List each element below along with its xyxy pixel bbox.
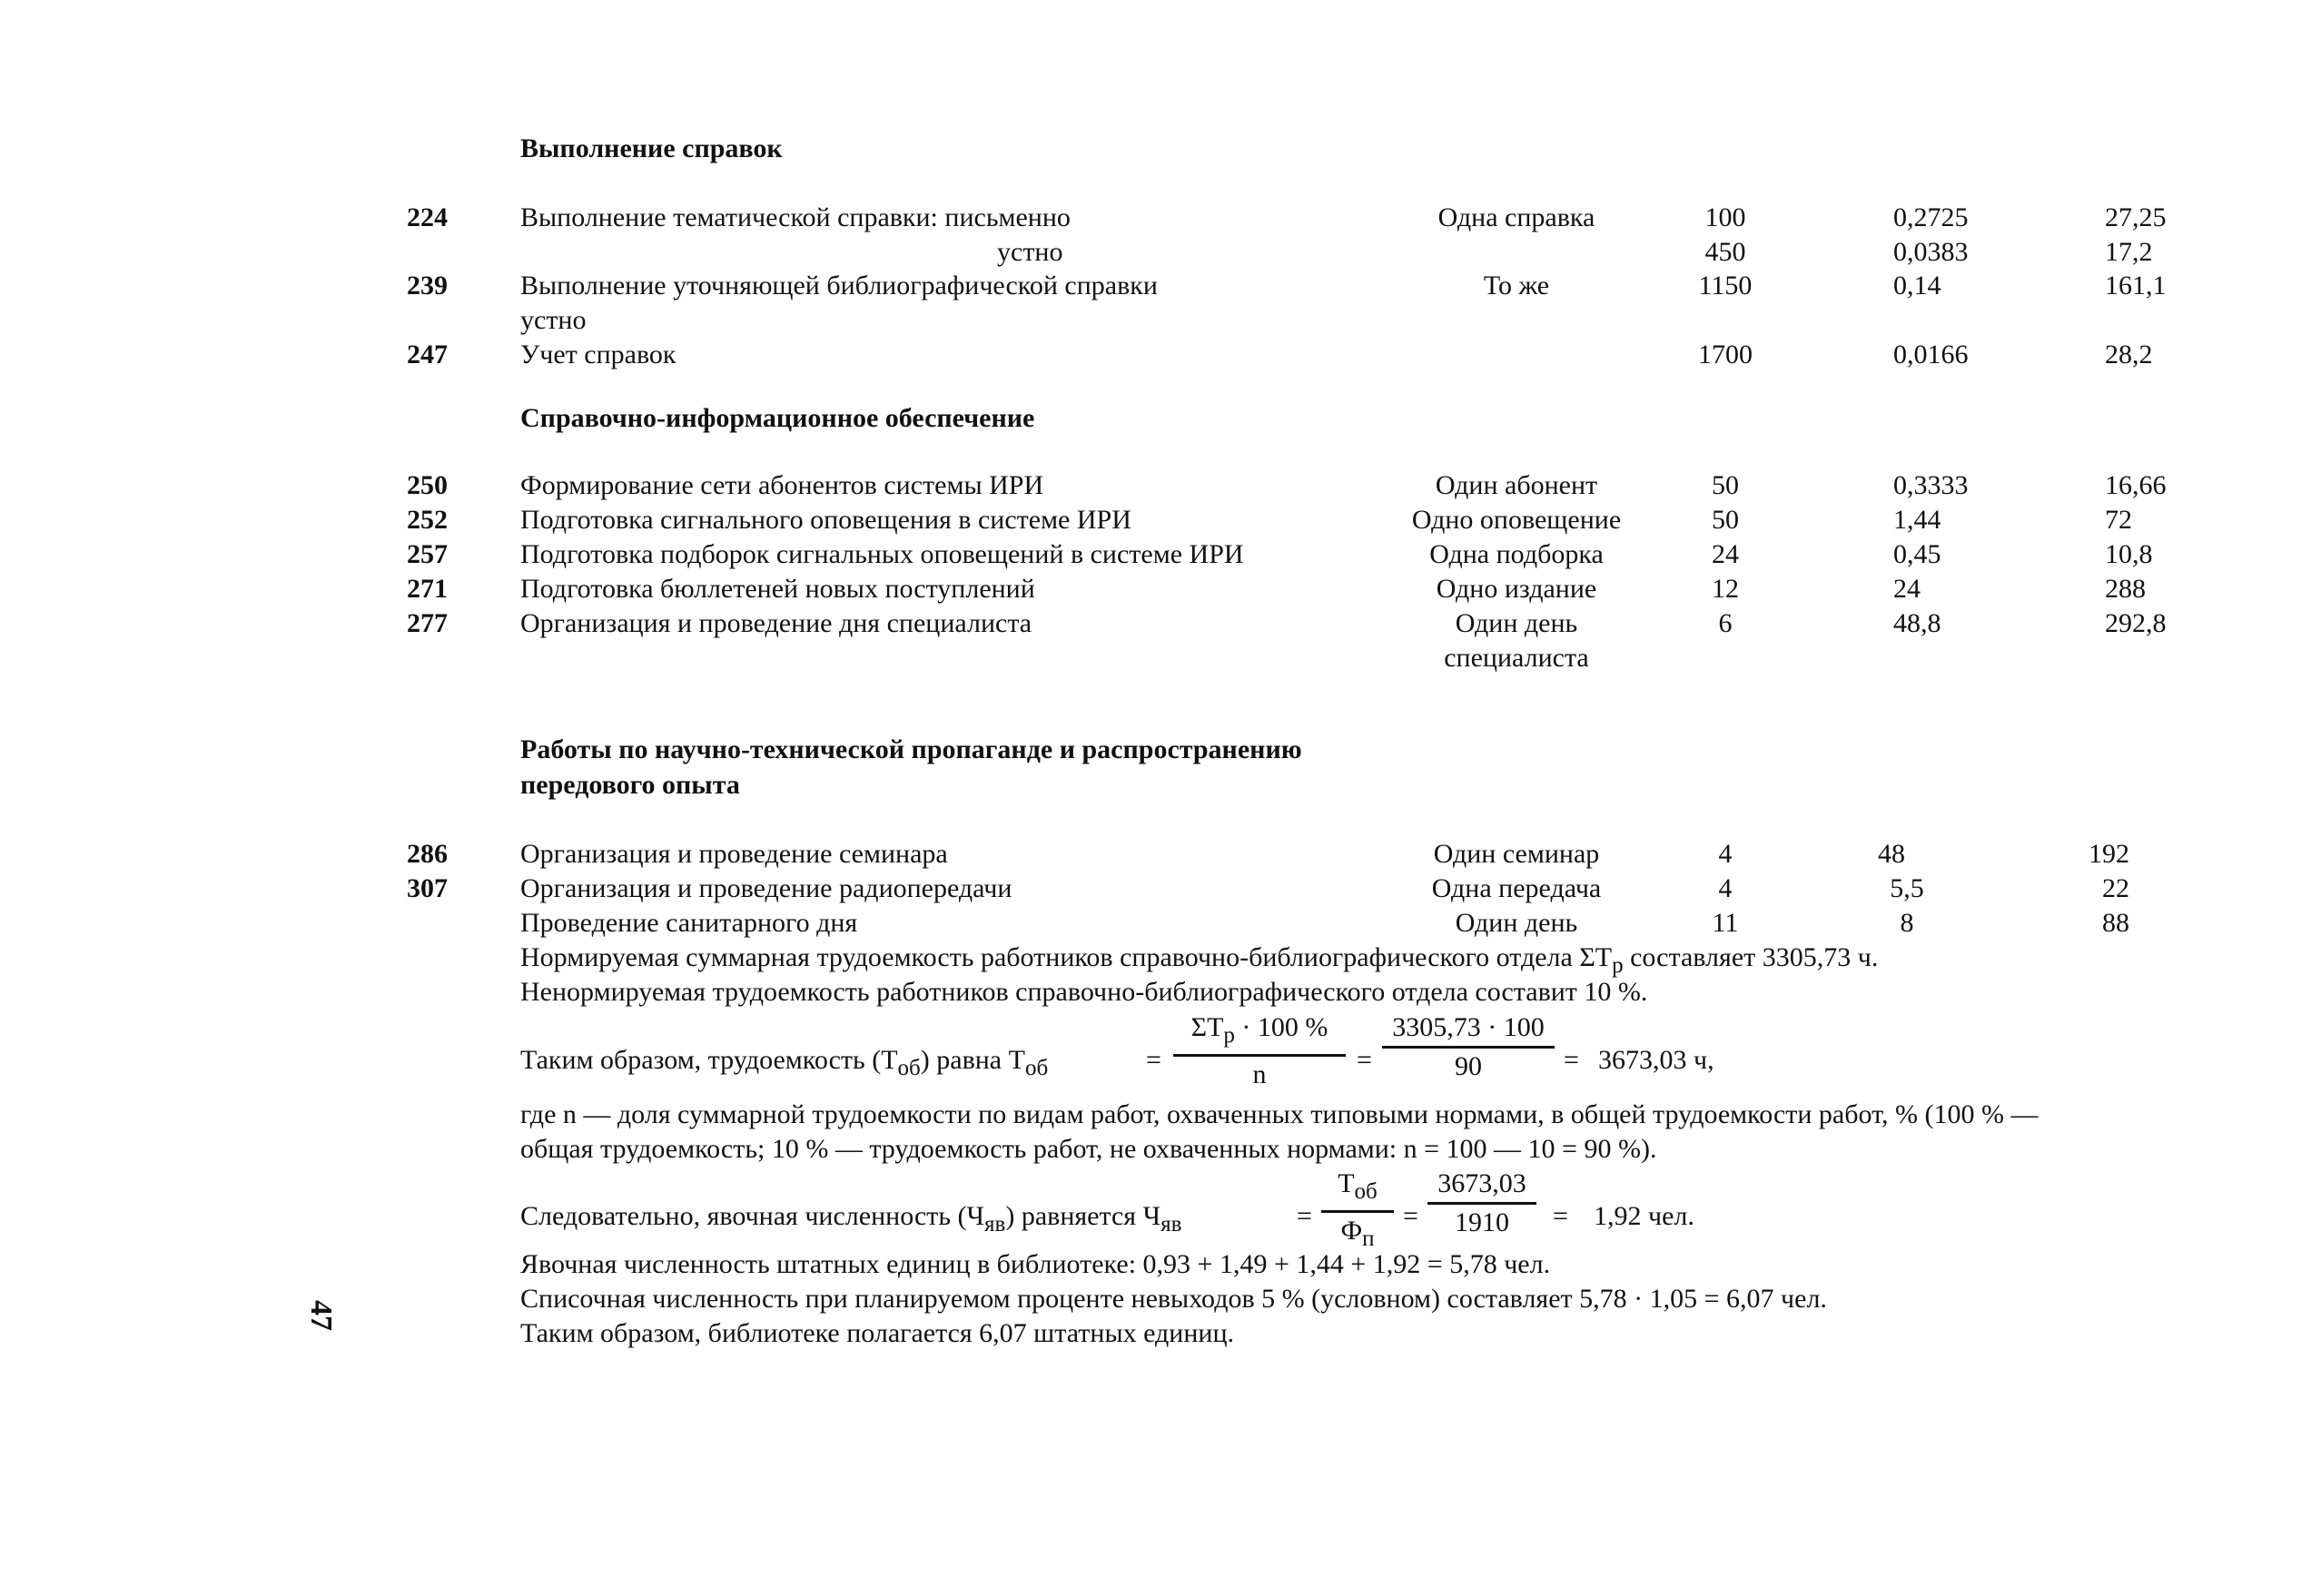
row-norm: 0,3333	[1893, 470, 1969, 500]
paragraph: общая трудоемкость; 10 % — трудоемкость работ, не охваченных нормами: n = 100 — 10 = 90 %).	[520, 1134, 1657, 1164]
row-unit-continued: специалиста	[1444, 643, 1589, 673]
row-total: 161,1	[2105, 271, 2167, 300]
row-number: 224	[407, 202, 448, 232]
row-unit: Одна подборка	[1429, 539, 1604, 569]
section-heading: Выполнение справок	[520, 133, 783, 163]
row-total: 16,66	[2105, 470, 2167, 500]
row-norm: 24	[1893, 574, 1921, 604]
page-number: 47	[304, 1300, 338, 1331]
row-unit: Один абонент	[1435, 470, 1598, 500]
row-qty: 100	[1704, 202, 1746, 232]
formula-lead: Таким образом, трудоемкость $(T_{об})$ равна $T_{об}$	[520, 1045, 1049, 1080]
row-name: Организация и проведение радиопередачи	[520, 873, 1012, 903]
row-number: 271	[407, 574, 448, 604]
row-number: 252	[407, 505, 448, 535]
row-qty: 11	[1712, 908, 1739, 938]
row-total: 72	[2105, 505, 2132, 535]
row-name: Проведение санитарного дня	[520, 908, 858, 938]
row-unit: Одно издание	[1436, 574, 1597, 604]
row-total: 88	[2102, 908, 2129, 938]
row-total: 27,25	[2105, 202, 2167, 232]
row-number: 247	[407, 340, 448, 369]
paragraph: Явочная численность штатных единиц в библиотеке: 0,93 + 1,49 + 1,44 + 1,92 = 5,78 чел.	[520, 1249, 1551, 1279]
formula-result: 1,92 чел.	[1594, 1201, 1694, 1231]
section-heading-continued: передового опыта	[520, 770, 740, 800]
row-unit: Один семинар	[1433, 839, 1600, 869]
row-norm: 0,0166	[1893, 340, 1969, 369]
row-name-continued: устно	[520, 305, 587, 335]
row-norm: 0,45	[1893, 539, 1941, 569]
row-unit: Одна справка	[1437, 202, 1595, 232]
section-heading: Работы по научно-технической пропаганде и распространению	[520, 734, 1302, 764]
row-name: Организация и проведение семинара	[520, 839, 948, 869]
equals-sign: =	[1403, 1201, 1418, 1231]
row-name: Организация и проведение дня специалиста	[520, 608, 1032, 638]
row-total: 17,2	[2105, 237, 2153, 267]
row-total: 28,2	[2105, 340, 2153, 369]
row-number: 239	[407, 271, 448, 300]
fraction: $T_{об}$ $Ф_п$	[1321, 1167, 1394, 1256]
fraction: 3305,73 · 100 90	[1382, 1011, 1555, 1083]
equals-sign: =	[1297, 1201, 1312, 1231]
paragraph: Таким образом, библиотеке полагается 6,07 штатных единиц.	[520, 1318, 1235, 1348]
row-qty: 6	[1718, 608, 1733, 638]
row-qty: 1700	[1698, 340, 1753, 369]
row-unit: Одна передача	[1431, 873, 1602, 903]
row-total: 10,8	[2105, 539, 2153, 569]
row-name: Подготовка подборок сигнальных оповещений в системе ИРИ	[520, 539, 1244, 569]
row-total: 292,8	[2105, 608, 2167, 638]
row-norm: 0,2725	[1893, 202, 1969, 232]
fraction: $\Sigma T_p \cdot 100$ % n	[1173, 1011, 1346, 1091]
row-number: 307	[407, 873, 448, 903]
row-norm: 5,5	[1890, 873, 1924, 903]
row-unit: То же	[1483, 271, 1550, 300]
row-name: Подготовка сигнального оповещения в системе ИРИ	[520, 505, 1131, 535]
equals-sign: =	[1564, 1045, 1579, 1075]
row-qty: 4	[1718, 839, 1733, 869]
row-qty: 12	[1712, 574, 1739, 604]
equals-sign: =	[1146, 1045, 1161, 1075]
row-qty: 24	[1712, 539, 1739, 569]
section-heading: Справочно-информационное обеспечение	[520, 403, 1035, 433]
row-norm: 0,0383	[1893, 237, 1969, 267]
row-name: Формирование сети абонентов системы ИРИ	[520, 470, 1044, 500]
row-norm: 48	[1878, 839, 1905, 869]
formula-result: 3673,03 ч,	[1598, 1045, 1714, 1075]
fraction: 3673,03 1910	[1427, 1167, 1536, 1239]
equals-sign: =	[1357, 1045, 1372, 1075]
row-qty: 1150	[1698, 271, 1753, 300]
paragraph: Нормируемая суммарная трудоемкость работников справочно-библиографического отдела $\Sigma T_p$ составляет 3305,73 ч.	[520, 942, 1879, 978]
row-unit: Один день	[1455, 908, 1578, 938]
row-qty: 50	[1712, 505, 1739, 535]
row-number: 257	[407, 539, 448, 569]
row-number: 286	[407, 839, 448, 869]
paragraph: где n — доля суммарной трудоемкости по видам работ, охваченных типовыми нормами, в общей трудоемкости работ, % (100 % —	[520, 1099, 2039, 1129]
row-qty: 450	[1704, 237, 1746, 267]
row-name: устно	[997, 237, 1063, 267]
row-total: 192	[2089, 839, 2129, 869]
equals-sign: =	[1553, 1201, 1568, 1231]
row-qty: 50	[1712, 470, 1739, 500]
row-number: 277	[407, 608, 448, 638]
row-total: 22	[2102, 873, 2129, 903]
formula-lead: Следовательно, явочная численность $(Ч_{яв})$ равняется $Ч_{яв}$	[520, 1201, 1182, 1236]
row-name: Учет справок	[520, 340, 677, 369]
paragraph: Списочная численность при планируемом проценте невыходов 5 % (условном) составляет 5,78 · 1,05 = 6,07 чел.	[520, 1284, 1827, 1314]
row-norm: 8	[1900, 908, 1914, 938]
row-unit: Один день	[1455, 608, 1578, 638]
row-norm: 0,14	[1893, 271, 1941, 300]
row-name: Подготовка бюллетеней новых поступлений	[520, 574, 1035, 604]
row-name: Выполнение тематической справки: письменно	[520, 202, 1071, 232]
row-unit: Одно оповещение	[1411, 505, 1622, 535]
row-number: 250	[407, 470, 448, 500]
row-norm: 48,8	[1893, 608, 1941, 638]
row-qty: 4	[1718, 873, 1733, 903]
row-total: 288	[2105, 574, 2146, 604]
paragraph: Ненормируемая трудоемкость работников справочно-библиографического отдела составит 10 %.	[520, 977, 1648, 1007]
row-name: Выполнение уточняющей библиографической справки	[520, 271, 1158, 300]
row-norm: 1,44	[1893, 505, 1941, 535]
